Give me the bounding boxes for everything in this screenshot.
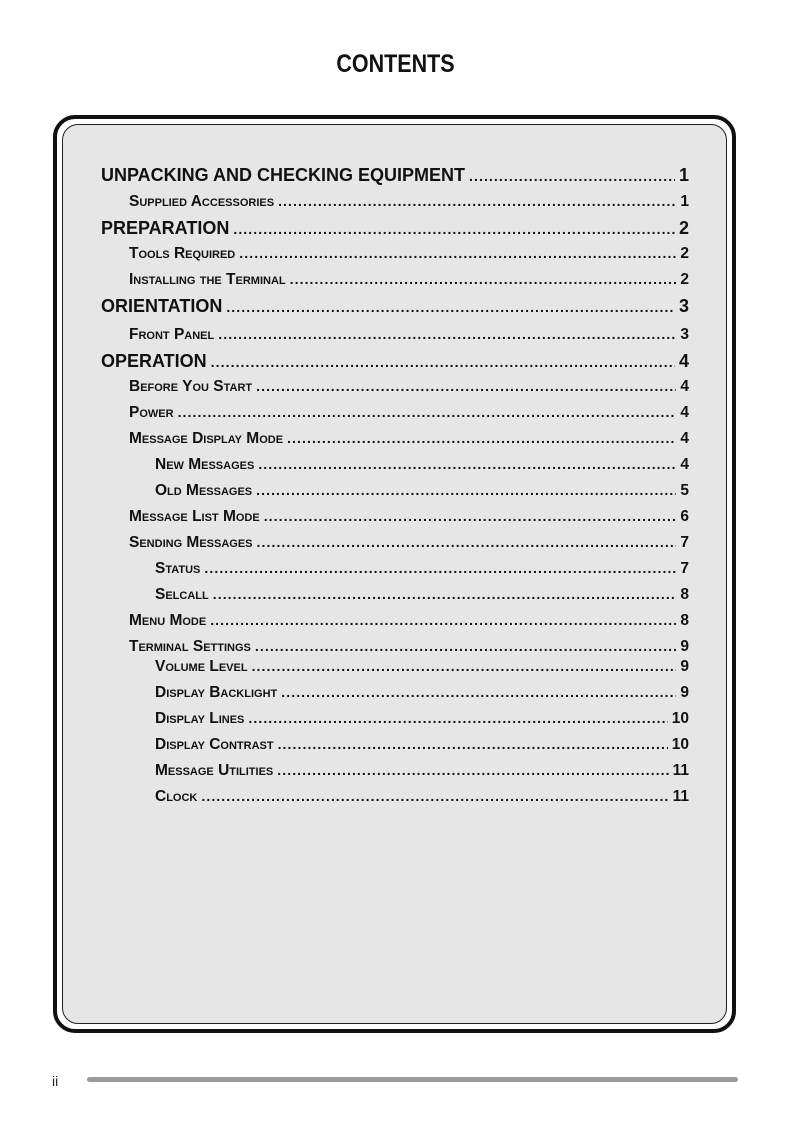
toc-entry[interactable]	[129, 638, 689, 656]
toc-entry[interactable]	[155, 736, 689, 754]
toc-entry-label: Old Messages	[155, 482, 253, 499]
toc-entry-page: 6	[680, 508, 689, 525]
toc-entry-label: Status	[155, 560, 201, 577]
toc-entry[interactable]	[101, 218, 689, 239]
toc-leader-dots	[255, 638, 676, 654]
toc-entry[interactable]	[129, 271, 689, 289]
toc-entry-page: 3	[678, 296, 689, 316]
toc-entry-page: 4	[680, 404, 689, 421]
toc-entry-label: Front Panel	[129, 326, 215, 343]
toc-entry-page: 10	[671, 710, 689, 727]
toc-entry-label: Message Utilities	[155, 762, 274, 779]
toc-entry[interactable]	[101, 351, 689, 372]
toc-leader-dots	[218, 326, 676, 342]
toc-leader-dots	[239, 245, 676, 261]
toc-entry-label: Clock	[155, 788, 198, 805]
footer-rule	[87, 1077, 738, 1082]
toc-entry[interactable]	[155, 482, 689, 500]
toc-entry-page: 9	[680, 638, 689, 655]
toc-entry[interactable]	[155, 560, 689, 578]
toc-leader-dots	[233, 221, 675, 237]
toc-entry-page: 7	[680, 560, 689, 577]
toc-entry[interactable]	[129, 245, 689, 263]
toc-entry-label: Volume Level	[155, 658, 248, 675]
toc-leader-dots	[278, 736, 668, 752]
toc-entry-label: OPERATION	[101, 351, 207, 371]
toc-entry-label: Before You Start	[129, 378, 253, 395]
toc-entry-page: 11	[672, 762, 689, 779]
toc-entry-label: ORIENTATION	[101, 296, 223, 316]
toc-entry[interactable]	[129, 193, 689, 211]
toc-leader-dots	[257, 534, 677, 550]
toc-entry[interactable]	[129, 430, 689, 448]
toc-leader-dots	[278, 193, 676, 209]
toc-leader-dots	[256, 482, 676, 498]
toc-leader-dots	[469, 168, 675, 184]
toc-leader-dots	[258, 456, 676, 472]
toc-entry-label: Supplied Accessories	[129, 193, 275, 210]
toc-leader-dots	[213, 586, 677, 602]
toc-leader-dots	[201, 788, 668, 804]
toc-entry-label: Terminal Settings	[129, 638, 251, 655]
toc-entry[interactable]	[101, 165, 689, 186]
toc-leader-dots	[256, 378, 676, 394]
toc-leader-dots	[204, 560, 676, 576]
toc-entry-page: 2	[680, 271, 689, 288]
toc-leader-dots	[210, 612, 676, 628]
toc-entry-page: 3	[680, 326, 689, 343]
toc-entry-page: 1	[680, 193, 689, 210]
toc-entry-label: Sending Messages	[129, 534, 253, 551]
toc-entry-page: 11	[672, 788, 689, 805]
toc-entry-page: 7	[680, 534, 689, 551]
toc-entry-page: 4	[680, 378, 689, 395]
toc-entry-page: 4	[680, 456, 689, 473]
toc-entry[interactable]	[155, 788, 689, 806]
toc-leader-dots	[264, 508, 677, 524]
toc-entry-label: Selcall	[155, 586, 209, 603]
toc-entry[interactable]	[155, 684, 689, 702]
toc-entry-page: 8	[680, 612, 689, 629]
toc-entry-label: PREPARATION	[101, 218, 230, 238]
toc-entry-label: Message Display Mode	[129, 430, 284, 447]
toc-entry-label: New Messages	[155, 456, 255, 473]
toc-leader-dots	[287, 430, 676, 446]
toc-entry[interactable]	[129, 534, 689, 552]
toc-entry-label: Display Lines	[155, 710, 245, 727]
toc-entry[interactable]	[129, 326, 689, 344]
toc-entry-page: 1	[678, 165, 689, 185]
toc-entry-label: Tools Required	[129, 245, 236, 262]
toc-leader-dots	[281, 684, 676, 700]
toc-leader-dots	[248, 710, 667, 726]
toc-entry[interactable]	[101, 296, 689, 317]
toc-entry-page: 2	[680, 245, 689, 262]
toc-entry-page: 8	[680, 586, 689, 603]
toc-entry-page: 4	[680, 430, 689, 447]
toc-entry-label: Menu Mode	[129, 612, 207, 629]
toc-entry[interactable]	[129, 378, 689, 396]
toc-entry-label: Display Backlight	[155, 684, 278, 701]
footer-page-number: ii	[52, 1073, 59, 1089]
toc-entry[interactable]	[155, 586, 689, 604]
toc-entry-label: UNPACKING AND CHECKING EQUIPMENT	[101, 165, 466, 185]
toc-entry-label: Message List Mode	[129, 508, 260, 525]
toc-entry[interactable]	[129, 404, 689, 422]
toc-leader-dots	[178, 404, 677, 420]
toc-entry-page: 4	[678, 351, 689, 371]
toc-entry[interactable]	[129, 612, 689, 630]
toc-entry-page: 2	[678, 218, 689, 238]
toc-entry-page: 9	[680, 658, 689, 675]
toc-entry[interactable]	[155, 456, 689, 474]
toc-entry[interactable]	[155, 658, 689, 676]
toc-entry[interactable]	[155, 762, 689, 780]
page-title: CONTENTS	[336, 50, 455, 78]
toc-leader-dots	[211, 354, 675, 370]
toc-entry-label: Installing the Terminal	[129, 271, 286, 288]
toc-entry-page: 9	[680, 684, 689, 701]
toc-leader-dots	[290, 271, 677, 287]
toc-leader-dots	[226, 299, 675, 315]
toc-entry[interactable]	[155, 710, 689, 728]
toc-entry-label: Power	[129, 404, 174, 421]
toc-entry[interactable]	[129, 508, 689, 526]
toc-entry-label: Display Contrast	[155, 736, 274, 753]
toc-entry-page: 10	[671, 736, 689, 753]
toc-entry-page: 5	[680, 482, 689, 499]
toc-leader-dots	[252, 658, 677, 674]
toc-leader-dots	[277, 762, 668, 778]
